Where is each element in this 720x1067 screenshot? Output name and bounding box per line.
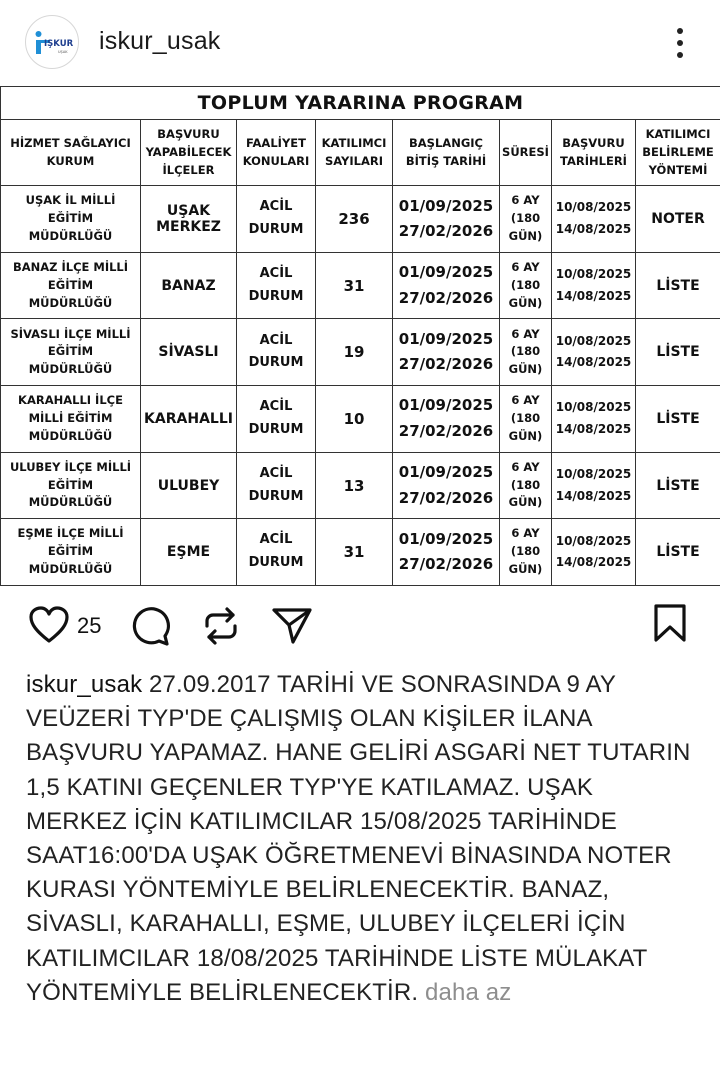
cell-sure-line: GÜN) [508, 428, 543, 443]
table-header-cell [316, 120, 393, 186]
cell-sure [500, 519, 552, 586]
cell-faaliyet-line: DURUM [248, 355, 304, 371]
cell-faaliyet-line: DURUM [248, 421, 304, 437]
cell-tarih-line: 27/02/2026 [398, 555, 494, 574]
cell-kurum-line: MÜDÜRLÜĞÜ [28, 495, 113, 510]
header-line: TARİHLERİ [560, 153, 627, 168]
cell-katilimci-sayisi: 236 [316, 186, 393, 253]
header-line: YÖNTEMİ [648, 162, 708, 177]
comment-icon[interactable] [129, 605, 171, 652]
cell-basvuru-tarihleri-line: 10/08/2025 [555, 333, 632, 348]
cell-kurum-line: MİLLİ EĞİTİM [28, 410, 113, 425]
cell-tarih-line: 01/09/2025 [398, 463, 494, 481]
header-line: KATILIMCI [321, 135, 387, 150]
cell-ilce-line: MERKEZ [156, 219, 221, 235]
cell-yontem: NOTER [636, 186, 720, 253]
caption-username[interactable]: iskur_usak [26, 671, 143, 698]
cell-faaliyet-line: ACİL [259, 465, 293, 481]
cell-sure [500, 319, 552, 386]
post-header [0, 0, 720, 84]
cell-kurum-line: MÜDÜRLÜĞÜ [28, 362, 113, 377]
cell-yontem: LİSTE [636, 252, 720, 319]
cell-ilce [141, 319, 237, 386]
cell-tarih-line: 01/09/2025 [398, 329, 494, 348]
repost-icon[interactable] [200, 605, 242, 652]
cell-sure-line: (180 [510, 344, 541, 359]
cell-kurum-line: EĞİTİM [47, 477, 94, 492]
cell-kurum-line: MÜDÜRLÜĞÜ [28, 428, 113, 443]
cell-basvuru-tarihleri [552, 319, 636, 386]
cell-faaliyet-line: ACİL [259, 265, 293, 281]
cell-sure [500, 186, 552, 253]
cell-faaliyet-line: DURUM [248, 555, 304, 571]
cell-kurum [1, 452, 141, 519]
cell-ilce [141, 386, 237, 453]
cell-ilce-line: UŞAK [166, 203, 211, 219]
cell-sure-line: (180 [510, 477, 541, 492]
cell-tarih [393, 252, 500, 319]
table-row [1, 252, 720, 319]
cell-kurum-line: EĞİTİM [47, 344, 94, 359]
cell-ilce [141, 252, 237, 319]
table-title: TOPLUM YARARINA PROGRAM [1, 87, 720, 120]
cell-kurum-line: ULUBEY İLÇE MİLLİ [9, 459, 132, 474]
cell-yontem: LİSTE [636, 519, 720, 586]
cell-ilce-line: EŞME [166, 544, 211, 561]
cell-sure-line: (180 [510, 211, 541, 226]
cell-faaliyet [237, 386, 316, 453]
cell-sure-line: 6 AY [511, 259, 540, 274]
caption-text: 27.09.2017 TARİHİ VE SONRASINDA 9 AY VEÜZERİ TYP'DE ÇALIŞMIŞ OLAN KİŞİLER İLANA BAŞVURU YAPAMAZ. HANE GELİRİ ASGARİ NET TUTARIN 1,5 KATINI GEÇENLER TYP'YE KATILAMAZ. UŞAK MERKEZ İÇİN KATILIMCILAR 15/08/2025 TARİHİNDE SAAT16:00'DA UŞAK ÖĞRETMENEVİ BİNASINDA NOTER KURASI YÖNTEMİYLE BELİRLENECEKTİR. BANAZ, SİVASLI, KARAHALLI, EŞME, ULUBEY İLÇELERİ İÇİN KATILIMCILAR 18/08/2025 TARİHİNDE LİSTE MÜLAKAT YÖNTEMİYLE BELİRLENECEKTİR. [26, 671, 691, 1006]
cell-ilce [141, 452, 237, 519]
cell-kurum [1, 386, 141, 453]
header-line: BAŞVURU [157, 126, 220, 141]
cell-tarih-line: 27/02/2026 [398, 355, 494, 374]
table-header-cell [237, 120, 316, 186]
cell-sure-line: 6 AY [511, 326, 540, 341]
cell-kurum-line: EŞME İLÇE MİLLİ [17, 526, 124, 541]
cell-faaliyet-line: DURUM [248, 288, 304, 304]
cell-tarih [393, 452, 500, 519]
cell-ilce [141, 519, 237, 586]
logo-subtext: UŞAK [58, 50, 68, 54]
cell-basvuru-tarihleri-line: 10/08/2025 [555, 400, 632, 415]
cell-sure-line: 6 AY [511, 526, 540, 541]
table-header-cell [141, 120, 237, 186]
cell-basvuru-tarihleri-line: 10/08/2025 [555, 466, 632, 481]
header-line: SAYILARI [324, 153, 384, 168]
cell-katilimci-sayisi: 19 [316, 319, 393, 386]
cell-sure-line: 6 AY [511, 459, 540, 474]
cell-sure-line: GÜN) [508, 562, 543, 577]
table-header-cell [636, 120, 720, 186]
table-row [1, 319, 720, 386]
cell-faaliyet [237, 319, 316, 386]
table-row [1, 452, 720, 519]
header-line: BAŞVURU [562, 135, 625, 150]
cell-faaliyet-line: DURUM [248, 222, 304, 237]
cell-basvuru-tarihleri [552, 252, 636, 319]
cell-tarih-line: 01/09/2025 [398, 396, 494, 415]
logo-text: IŞKUR [44, 39, 74, 49]
cell-sure-line: (180 [510, 277, 541, 292]
header-line: SÜRESİ [502, 144, 549, 159]
header-line: KATILIMCI [645, 126, 711, 141]
iskur-logo-icon [26, 16, 79, 69]
cell-basvuru-tarihleri-line: 14/08/2025 [555, 555, 632, 570]
cell-kurum [1, 319, 141, 386]
program-table [0, 86, 720, 586]
show-less-link[interactable]: daha az [424, 978, 512, 1006]
cell-yontem: LİSTE [636, 319, 720, 386]
cell-sure-line: GÜN) [508, 228, 543, 243]
cell-basvuru-tarihleri-line: 14/08/2025 [555, 288, 632, 303]
save-bookmark-icon[interactable] [652, 603, 688, 648]
cell-kurum-line: BANAZ İLÇE MİLLİ [12, 259, 129, 274]
cell-tarih [393, 186, 500, 253]
cell-sure [500, 452, 552, 519]
cell-basvuru-tarihleri-line: 14/08/2025 [555, 222, 632, 236]
cell-ilce [141, 186, 237, 253]
post-image[interactable] [0, 86, 720, 586]
cell-katilimci-sayisi: 13 [316, 452, 393, 519]
cell-kurum-line: EĞİTİM [47, 277, 94, 292]
cell-tarih-line: 27/02/2026 [398, 288, 494, 307]
cell-tarih-line: 27/02/2026 [398, 421, 494, 440]
cell-kurum [1, 186, 141, 253]
cell-kurum-line: EĞİTİM [47, 211, 94, 226]
cell-katilimci-sayisi: 10 [316, 386, 393, 453]
cell-basvuru-tarihleri-line: 14/08/2025 [555, 421, 632, 436]
table-row [1, 186, 720, 253]
cell-ilce-line: ULUBEY [157, 477, 220, 494]
cell-kurum-line: UŞAK İL MİLLİ [25, 193, 116, 208]
table-row [1, 386, 720, 453]
cell-sure-line: 6 AY [511, 393, 540, 408]
header-line: KONULARI [242, 153, 310, 168]
cell-basvuru-tarihleri [552, 386, 636, 453]
like-heart-icon[interactable] [28, 605, 70, 650]
cell-faaliyet-line: DURUM [248, 488, 304, 504]
cell-basvuru-tarihleri [552, 519, 636, 586]
cell-tarih-line: 27/02/2026 [398, 222, 494, 240]
like-count[interactable]: 25 [77, 613, 102, 638]
table-header-cell [393, 120, 500, 186]
cell-sure-line: (180 [510, 544, 541, 559]
table-header-cell [1, 120, 141, 186]
share-send-icon[interactable] [270, 605, 314, 652]
cell-tarih-line: 01/09/2025 [398, 196, 494, 215]
cell-yontem: LİSTE [636, 452, 720, 519]
cell-kurum-line: EĞİTİM [47, 544, 94, 559]
cell-basvuru-tarihleri-line: 10/08/2025 [555, 200, 632, 215]
table-header-cell [552, 120, 636, 186]
cell-basvuru-tarihleri-line: 10/08/2025 [555, 267, 632, 282]
header-line: İLÇELER [162, 162, 215, 177]
cell-basvuru-tarihleri-line: 10/08/2025 [555, 533, 632, 548]
cell-faaliyet-line: ACİL [259, 199, 293, 215]
cell-sure-line: GÜN) [508, 495, 543, 510]
post-caption [26, 668, 698, 1010]
cell-basvuru-tarihleri [552, 452, 636, 519]
cell-kurum-line: MÜDÜRLÜĞÜ [28, 562, 113, 577]
cell-yontem: LİSTE [636, 386, 720, 453]
avatar[interactable] [25, 15, 79, 69]
cell-sure [500, 386, 552, 453]
cell-kurum [1, 252, 141, 319]
cell-kurum-line: MÜDÜRLÜĞÜ [28, 295, 113, 310]
cell-basvuru-tarihleri-line: 14/08/2025 [555, 488, 632, 503]
table-row [1, 519, 720, 586]
header-line: HİZMET SAĞLAYICI [10, 135, 131, 150]
cell-tarih [393, 519, 500, 586]
cell-basvuru-tarihleri [552, 186, 636, 253]
header-line: YAPABİLECEK [145, 144, 232, 159]
cell-sure [500, 252, 552, 319]
cell-faaliyet [237, 452, 316, 519]
cell-tarih-line: 01/09/2025 [398, 529, 494, 548]
cell-ilce-line: KARAHALLI [144, 410, 233, 427]
header-line: FAALİYET [246, 135, 306, 150]
cell-tarih-line: 01/09/2025 [398, 263, 494, 282]
cell-faaliyet [237, 186, 316, 253]
cell-sure-line: GÜN) [508, 295, 543, 310]
cell-kurum-line: KARAHALLI İLÇE [18, 393, 123, 408]
table-header-row [1, 120, 720, 186]
cell-basvuru-tarihleri-line: 14/08/2025 [555, 355, 632, 370]
cell-kurum-line: MÜDÜRLÜĞÜ [28, 228, 113, 243]
cell-sure-line: (180 [510, 410, 541, 425]
header-line: BAŞLANGIÇ [409, 135, 483, 150]
cell-kurum [1, 519, 141, 586]
cell-faaliyet-line: ACİL [259, 332, 293, 348]
table-header-cell [500, 120, 552, 186]
cell-faaliyet [237, 252, 316, 319]
header-line: BELİRLEME [642, 144, 714, 159]
cell-faaliyet-line: ACİL [259, 532, 293, 548]
cell-faaliyet [237, 519, 316, 586]
cell-tarih-line: 27/02/2026 [398, 488, 494, 507]
cell-katilimci-sayisi: 31 [316, 519, 393, 586]
cell-sure-line: 6 AY [511, 193, 540, 208]
action-bar [0, 596, 720, 656]
cell-tarih [393, 319, 500, 386]
cell-tarih [393, 386, 500, 453]
post-username[interactable]: iskur_usak [99, 27, 221, 55]
cell-faaliyet-line: ACİL [259, 399, 293, 415]
cell-katilimci-sayisi: 31 [316, 252, 393, 319]
cell-sure-line: GÜN) [508, 362, 543, 377]
cell-ilce-line: BANAZ [161, 277, 216, 294]
header-line: KURUM [46, 153, 95, 168]
header-line: BİTİŞ TARİHİ [405, 153, 487, 168]
more-options-icon[interactable] [668, 26, 692, 60]
cell-kurum-line: SİVASLI İLÇE MİLLİ [10, 326, 131, 341]
cell-ilce-line: SİVASLI [158, 344, 219, 361]
